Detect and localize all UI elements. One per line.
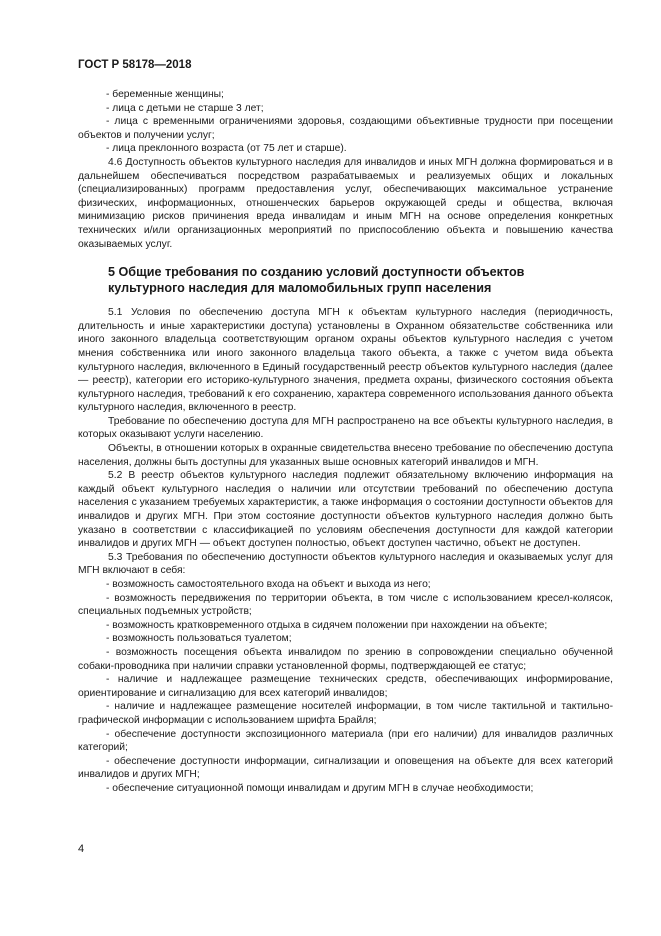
section-5-title <box>78 265 613 296</box>
section-title-line: 5 Общие требования по созданию условий доступности объектов <box>108 265 525 280</box>
paragraph: Требование по обеспечению доступа для МГН распространено на все объекты культурного наследия, в которых оказывают услуги населению. <box>78 415 613 441</box>
list-item: - обеспечение доступности информации, сигнализации и оповещения на объекте для всех категорий инвалидов и других МГН; <box>78 755 613 781</box>
document-header: ГОСТ Р 58178—2018 <box>78 59 192 71</box>
paragraph-5-3: 5.3 Требования по обеспечению доступности объектов культурного наследия и оказываемых услуг для МГН включают в себя: <box>78 551 613 577</box>
paragraph-5-1: 5.1 Условия по обеспечению доступа МГН к объектам культурного наследия (периодичность, длительность и иные характеристики доступа) установлены в Охранном обязательстве собственника или иного законного владельца соответствующим органом охраны объектов культурного наследия с учетом мнения собственника или иного законного владельца такого объекта, а также с учетом вида объекта культурного наследия, включенного в Единый государственный реестр объектов культурного наследия (далее — реестр), категории его историко-культурного значения, предмета охраны, физического состояния объекта культурного наследия, требований к его сохранению, характера современного использования данного объекта культурного наследия, включенного в реестр. <box>78 307 613 414</box>
list-item: - возможность самостоятельного входа на объект и выхода из него; <box>106 579 431 590</box>
list-item: - возможность передвижения по территории объекта, в том числе с использованием кресел-колясок, специальных подъемных устройств; <box>78 592 613 618</box>
list-item: - обеспечение ситуационной помощи инвалидам и другим МГН в случае необходимости; <box>106 782 534 794</box>
list-item: - возможность пользоваться туалетом; <box>106 633 292 645</box>
section-title-line: культурного наследия для маломобильных групп населения <box>108 280 492 295</box>
list-item: - обеспечение доступности экспозиционного материала (при его наличии) для инвалидов различных категорий; <box>78 728 613 754</box>
list-item: - лица преклонного возраста (от 75 лет и старше). <box>106 143 347 155</box>
page-content <box>78 88 613 796</box>
page-number: 4 <box>78 843 85 855</box>
list-item: - наличие и надлежащее размещение технических средств, обеспечивающих информирование, ориентирование и сигнализацию для всех категорий инвалидов; <box>78 674 613 699</box>
paragraph: Объекты, в отношении которых в охранные свидетельства внесено требование по обеспечению доступа населения, должны быть доступны для указанных выше основных категорий инвалидов и МГН. <box>78 443 613 468</box>
paragraph-5-2: 5.2 В реестр объектов культурного наследия подлежит обязательному включению информация на каждый объект культурного наследия о наличии или отсутствии требований по обеспечению доступа населения с указанием требуемых характеристик, а также информация о состоянии доступности объектов для инвалидов и других МГН. При этом состояние доступности объектов культурного наследия должно быть указано в соответствии с классификацией по условиям обеспечения доступности для каждой категории инвалидов и других МГН — объект доступен полностью, объект доступен частично, объект не доступен. <box>78 470 613 550</box>
list-item: - возможность посещения объекта инвалидом по зрению в сопровождении специально обученной собаки-проводника при наличии справки установленной формы, подтверждающей ее статус; <box>78 646 613 672</box>
list-item: - наличие и надлежащее размещение носителей информации, в том числе тактильной и тактильно-графической информации с использованием шрифта Брайля; <box>78 701 613 726</box>
list-item: - беременные женщины; <box>106 89 224 100</box>
list-item: - возможность кратковременного отдыха в сидячем положении при нахождении на объекте; <box>106 619 548 631</box>
paragraph-4-6: 4.6 Доступность объектов культурного наследия для инвалидов и иных МГН должна формироваться и в дальнейшем обеспечиваться посредством разрабатываемых и реализуемых общих и локальных (специализированных) программ предоставления услуг, обеспечивающих максимальное устранение физических, информационных, отношенческих барьеров окружающей среды и общества, включая минимизацию рисков причинения вреда инвалидам и иным МГН на основе определения конкретных технических и/или организационных мероприятий по приспособлению объекта и повышению качества оказываемых услуг. <box>78 156 613 250</box>
list-item: - лица с временными ограничениями здоровья, создающими объективные трудности при посещении объектов и получении услуг; <box>78 116 613 141</box>
list-item: - лица с детьми не старше 3 лет; <box>106 102 264 114</box>
